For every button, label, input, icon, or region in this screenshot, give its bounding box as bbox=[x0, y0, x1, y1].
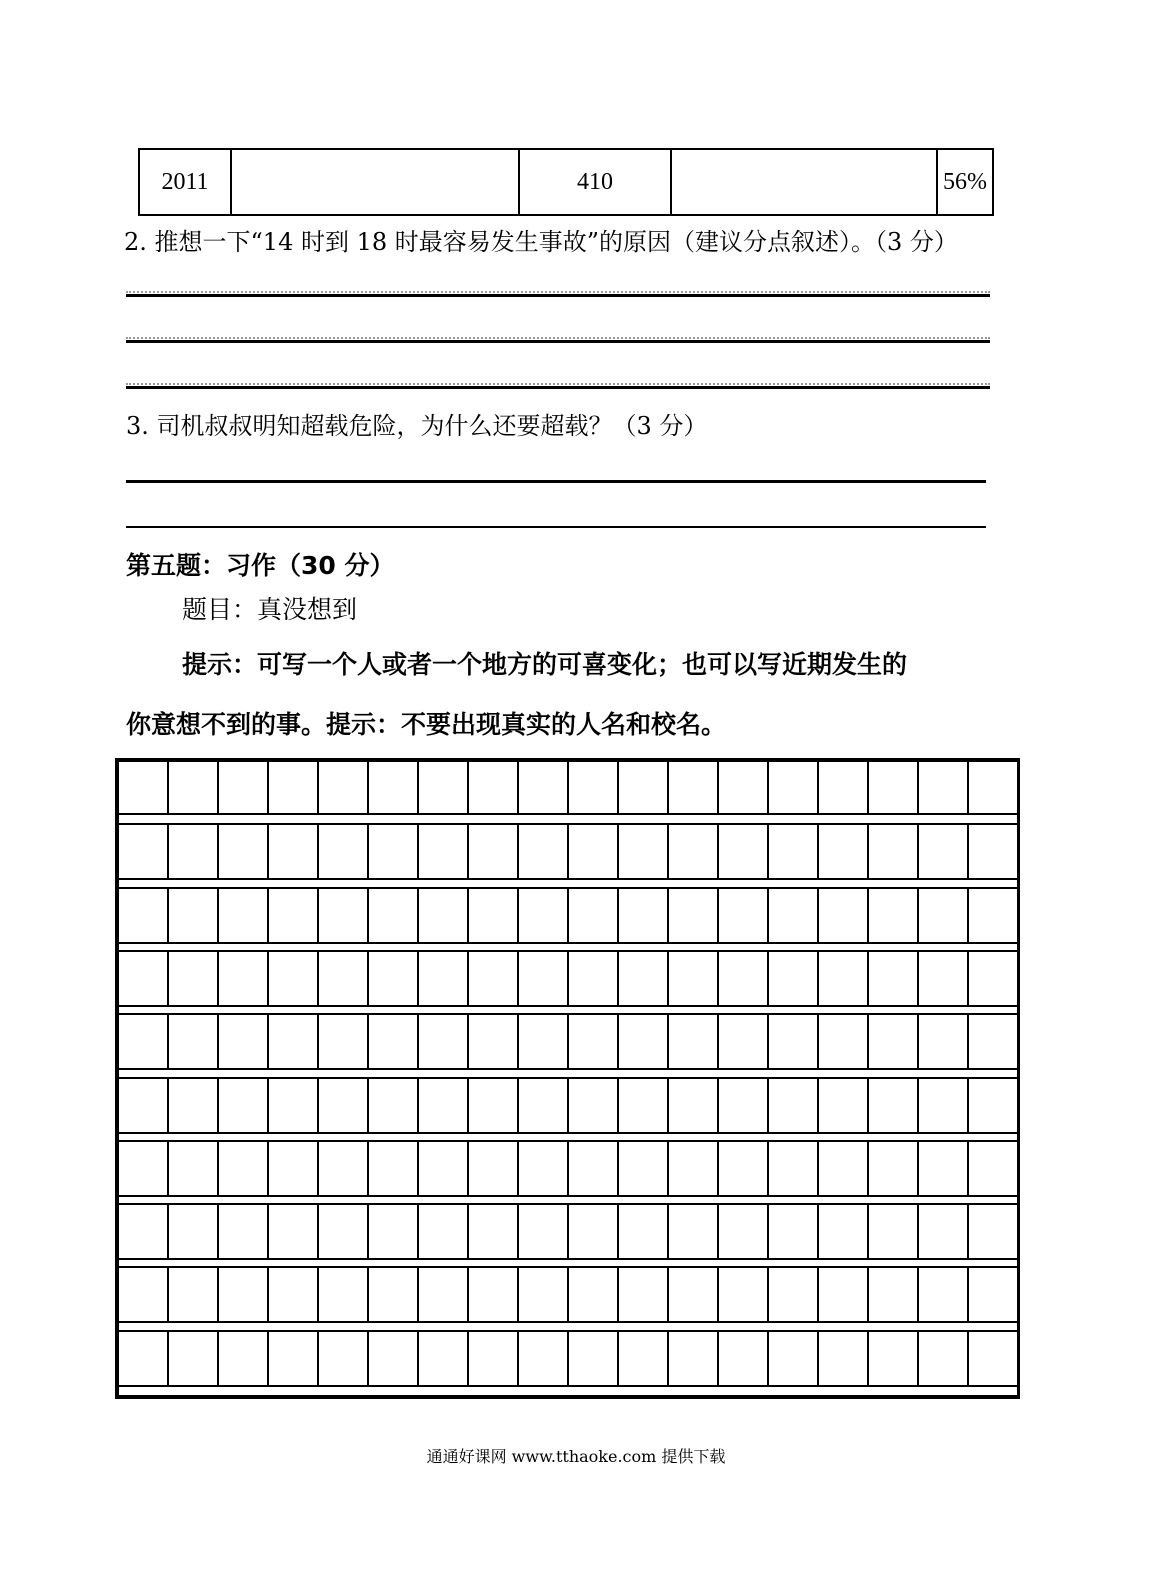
grid-cell[interactable] bbox=[519, 1268, 569, 1321]
grid-cell[interactable] bbox=[669, 825, 719, 878]
grid-cell[interactable] bbox=[569, 1205, 619, 1258]
dotted-line bbox=[126, 291, 990, 293]
grid-cell[interactable] bbox=[719, 1205, 769, 1258]
grid-cell[interactable] bbox=[869, 1268, 919, 1321]
grid-cell[interactable] bbox=[969, 1268, 1017, 1321]
grid-cell[interactable] bbox=[369, 760, 419, 813]
grid-cell[interactable] bbox=[519, 1079, 569, 1132]
grid-cell[interactable] bbox=[119, 952, 169, 1005]
grid-cell[interactable] bbox=[169, 1205, 219, 1258]
grid-cell[interactable] bbox=[619, 825, 669, 878]
blank-cell[interactable] bbox=[671, 149, 937, 215]
grid-row bbox=[119, 1330, 1017, 1387]
grid-cell[interactable] bbox=[369, 1142, 419, 1195]
grid-cell[interactable] bbox=[269, 1332, 319, 1385]
question-2: 2. 推想一下“14 时到 18 时最容易发生事故”的原因（建议分点叙述）。（3 分） bbox=[124, 228, 958, 256]
grid-cell[interactable] bbox=[519, 760, 569, 813]
grid-cell[interactable] bbox=[219, 952, 269, 1005]
grid-cell[interactable] bbox=[619, 760, 669, 813]
grid-cell[interactable] bbox=[619, 1205, 669, 1258]
grid-row bbox=[119, 1013, 1017, 1070]
answer-line[interactable] bbox=[126, 340, 990, 343]
grid-cell[interactable] bbox=[969, 889, 1017, 942]
grid-cell[interactable] bbox=[219, 1332, 269, 1385]
grid-row bbox=[119, 1077, 1017, 1134]
grid-cell[interactable] bbox=[819, 1079, 869, 1132]
grid-cell[interactable] bbox=[419, 1079, 469, 1132]
grid-cell[interactable] bbox=[769, 1205, 819, 1258]
grid-cell[interactable] bbox=[769, 1268, 819, 1321]
grid-cell[interactable] bbox=[569, 760, 619, 813]
grid-cell[interactable] bbox=[419, 825, 469, 878]
grid-cell[interactable] bbox=[619, 889, 669, 942]
grid-row bbox=[119, 1203, 1017, 1260]
grid-cell[interactable] bbox=[869, 1015, 919, 1068]
dotted-line bbox=[126, 337, 990, 339]
grid-cell[interactable] bbox=[819, 1205, 869, 1258]
grid-cell[interactable] bbox=[219, 1079, 269, 1132]
grid-cell[interactable] bbox=[619, 1015, 669, 1068]
dotted-line bbox=[126, 383, 990, 385]
grid-cell[interactable] bbox=[669, 1268, 719, 1321]
grid-cell[interactable] bbox=[819, 889, 869, 942]
grid-cell[interactable] bbox=[319, 1268, 369, 1321]
grid-cell[interactable] bbox=[769, 1332, 819, 1385]
grid-row bbox=[119, 1266, 1017, 1323]
grid-cell[interactable] bbox=[119, 1268, 169, 1321]
question-3: 3. 司机叔叔明知超载危险，为什么还要超载？（3 分） bbox=[126, 412, 708, 440]
grid-cell[interactable] bbox=[719, 1142, 769, 1195]
grid-cell[interactable] bbox=[569, 1079, 619, 1132]
essay-hint-line2: 你意想不到的事。提示：不要出现真实的人名和校名。 bbox=[126, 710, 727, 739]
grid-cell[interactable] bbox=[519, 1015, 569, 1068]
grid-cell[interactable] bbox=[119, 889, 169, 942]
grid-cell[interactable] bbox=[419, 760, 469, 813]
essay-topic: 题目：真没想到 bbox=[182, 595, 358, 624]
grid-cell[interactable] bbox=[919, 825, 969, 878]
grid-cell[interactable] bbox=[969, 1079, 1017, 1132]
grid-cell[interactable] bbox=[319, 889, 369, 942]
grid-cell[interactable] bbox=[319, 952, 369, 1005]
grid-cell[interactable] bbox=[619, 952, 669, 1005]
grid-cell[interactable] bbox=[769, 1142, 819, 1195]
grid-cell[interactable] bbox=[219, 825, 269, 878]
grid-cell[interactable] bbox=[469, 1079, 519, 1132]
grid-cell[interactable] bbox=[119, 1332, 169, 1385]
grid-cell[interactable] bbox=[269, 1205, 319, 1258]
grid-cell[interactable] bbox=[469, 1332, 519, 1385]
grid-cell[interactable] bbox=[369, 1015, 419, 1068]
grid-cell[interactable] bbox=[819, 825, 869, 878]
grid-cell[interactable] bbox=[569, 889, 619, 942]
grid-cell[interactable] bbox=[919, 889, 969, 942]
grid-cell[interactable] bbox=[569, 952, 619, 1005]
grid-cell[interactable] bbox=[869, 1332, 919, 1385]
grid-row bbox=[119, 887, 1017, 944]
grid-cell[interactable] bbox=[319, 1079, 369, 1132]
grid-cell[interactable] bbox=[869, 760, 919, 813]
grid-cell[interactable] bbox=[469, 952, 519, 1005]
grid-cell[interactable] bbox=[619, 1142, 669, 1195]
grid-cell[interactable] bbox=[419, 1142, 469, 1195]
answer-line[interactable] bbox=[126, 294, 990, 297]
grid-cell[interactable] bbox=[719, 952, 769, 1005]
grid-cell[interactable] bbox=[669, 1142, 719, 1195]
grid-cell[interactable] bbox=[469, 760, 519, 813]
grid-cell[interactable] bbox=[669, 1015, 719, 1068]
grid-cell[interactable] bbox=[169, 825, 219, 878]
grid-cell[interactable] bbox=[519, 889, 569, 942]
grid-cell[interactable] bbox=[569, 1015, 619, 1068]
grid-cell[interactable] bbox=[469, 1205, 519, 1258]
grid-cell[interactable] bbox=[719, 1015, 769, 1068]
grid-cell[interactable] bbox=[969, 1015, 1017, 1068]
grid-cell[interactable] bbox=[819, 1268, 869, 1321]
grid-cell[interactable] bbox=[419, 1205, 469, 1258]
grid-cell[interactable] bbox=[619, 1332, 669, 1385]
grid-cell[interactable] bbox=[519, 1205, 569, 1258]
grid-cell[interactable] bbox=[469, 825, 519, 878]
grid-cell[interactable] bbox=[419, 952, 469, 1005]
grid-cell[interactable] bbox=[919, 1079, 969, 1132]
grid-row bbox=[119, 950, 1017, 1007]
grid-cell[interactable] bbox=[969, 952, 1017, 1005]
grid-cell[interactable] bbox=[119, 1015, 169, 1068]
grid-cell[interactable] bbox=[769, 952, 819, 1005]
grid-cell[interactable] bbox=[419, 1268, 469, 1321]
grid-cell[interactable] bbox=[219, 889, 269, 942]
grid-cell[interactable] bbox=[719, 1268, 769, 1321]
grid-cell[interactable] bbox=[819, 1332, 869, 1385]
grid-cell[interactable] bbox=[719, 825, 769, 878]
grid-cell[interactable] bbox=[369, 1079, 419, 1132]
grid-cell[interactable] bbox=[569, 1332, 619, 1385]
grid-cell[interactable] bbox=[719, 1079, 769, 1132]
grid-cell[interactable] bbox=[519, 952, 569, 1005]
grid-cell[interactable] bbox=[569, 1268, 619, 1321]
grid-cell[interactable] bbox=[619, 1268, 669, 1321]
grid-cell[interactable] bbox=[769, 825, 819, 878]
grid-cell[interactable] bbox=[219, 1205, 269, 1258]
grid-cell[interactable] bbox=[169, 760, 219, 813]
answer-line[interactable] bbox=[126, 480, 986, 483]
grid-row bbox=[119, 760, 1017, 815]
grid-cell[interactable] bbox=[369, 889, 419, 942]
grid-cell[interactable] bbox=[169, 889, 219, 942]
grid-cell[interactable] bbox=[319, 1332, 369, 1385]
grid-cell[interactable] bbox=[219, 760, 269, 813]
grid-cell[interactable] bbox=[919, 952, 969, 1005]
grid-cell[interactable] bbox=[719, 1332, 769, 1385]
grid-cell[interactable] bbox=[869, 1142, 919, 1195]
grid-cell[interactable] bbox=[369, 1332, 419, 1385]
grid-cell[interactable] bbox=[269, 952, 319, 1005]
grid-cell[interactable] bbox=[869, 1079, 919, 1132]
grid-cell[interactable] bbox=[919, 1015, 969, 1068]
table-row bbox=[139, 149, 993, 215]
grid-cell[interactable] bbox=[419, 1332, 469, 1385]
grid-cell[interactable] bbox=[269, 1268, 319, 1321]
grid-cell[interactable] bbox=[719, 889, 769, 942]
grid-cell[interactable] bbox=[269, 760, 319, 813]
grid-cell[interactable] bbox=[519, 825, 569, 878]
grid-cell[interactable] bbox=[469, 889, 519, 942]
grid-cell[interactable] bbox=[819, 952, 869, 1005]
grid-cell[interactable] bbox=[119, 760, 169, 813]
data-table bbox=[138, 148, 994, 216]
grid-cell[interactable] bbox=[819, 1142, 869, 1195]
grid-cell[interactable] bbox=[919, 1142, 969, 1195]
grid-cell[interactable] bbox=[119, 1079, 169, 1132]
essay-hint-line1: 提示：可写一个人或者一个地方的可喜变化；也可以写近期发生的 bbox=[182, 650, 908, 679]
grid-cell[interactable] bbox=[269, 825, 319, 878]
grid-cell[interactable] bbox=[119, 825, 169, 878]
grid-cell[interactable] bbox=[319, 1142, 369, 1195]
grid-cell[interactable] bbox=[919, 760, 969, 813]
footer: 通通好课网 www.tthaoke.com 提供下载 bbox=[426, 1447, 726, 1466]
grid-cell[interactable] bbox=[619, 1079, 669, 1132]
grid-cell[interactable] bbox=[319, 825, 369, 878]
value-cell: 410 bbox=[519, 149, 671, 215]
grid-cell[interactable] bbox=[319, 1205, 369, 1258]
grid-cell[interactable] bbox=[169, 1142, 219, 1195]
grid-cell[interactable] bbox=[469, 1268, 519, 1321]
grid-cell[interactable] bbox=[919, 1205, 969, 1258]
grid-cell[interactable] bbox=[119, 1142, 169, 1195]
grid-cell[interactable] bbox=[869, 952, 919, 1005]
year-cell: 2011 bbox=[139, 149, 231, 215]
grid-cell[interactable] bbox=[669, 952, 719, 1005]
grid-cell[interactable] bbox=[419, 1015, 469, 1068]
grid-row bbox=[119, 823, 1017, 880]
grid-cell[interactable] bbox=[569, 1142, 619, 1195]
grid-cell[interactable] bbox=[969, 1332, 1017, 1385]
grid-cell[interactable] bbox=[169, 1015, 219, 1068]
grid-cell[interactable] bbox=[869, 825, 919, 878]
grid-cell[interactable] bbox=[369, 952, 419, 1005]
grid-cell[interactable] bbox=[769, 1079, 819, 1132]
writing-grid[interactable] bbox=[115, 758, 1020, 1399]
grid-cell[interactable] bbox=[469, 1142, 519, 1195]
grid-cell[interactable] bbox=[319, 760, 369, 813]
percent-cell: 56% bbox=[937, 149, 993, 215]
grid-cell[interactable] bbox=[569, 825, 619, 878]
answer-line[interactable] bbox=[126, 526, 986, 528]
grid-cell[interactable] bbox=[819, 1015, 869, 1068]
grid-cell[interactable] bbox=[219, 1142, 269, 1195]
grid-cell[interactable] bbox=[669, 1079, 719, 1132]
grid-cell[interactable] bbox=[869, 889, 919, 942]
grid-cell[interactable] bbox=[669, 1332, 719, 1385]
grid-cell[interactable] bbox=[369, 1268, 419, 1321]
grid-cell[interactable] bbox=[969, 1205, 1017, 1258]
grid-cell[interactable] bbox=[919, 1332, 969, 1385]
grid-cell[interactable] bbox=[319, 1015, 369, 1068]
grid-cell[interactable] bbox=[719, 760, 769, 813]
grid-cell[interactable] bbox=[819, 760, 869, 813]
grid-cell[interactable] bbox=[969, 1142, 1017, 1195]
grid-cell[interactable] bbox=[769, 1015, 819, 1068]
grid-cell[interactable] bbox=[769, 760, 819, 813]
grid-cell[interactable] bbox=[969, 760, 1017, 813]
grid-cell[interactable] bbox=[269, 889, 319, 942]
grid-cell[interactable] bbox=[169, 1079, 219, 1132]
grid-cell[interactable] bbox=[669, 1205, 719, 1258]
blank-cell[interactable] bbox=[231, 149, 519, 215]
grid-cell[interactable] bbox=[269, 1079, 319, 1132]
grid-cell[interactable] bbox=[769, 889, 819, 942]
grid-cell[interactable] bbox=[419, 889, 469, 942]
grid-cell[interactable] bbox=[669, 760, 719, 813]
grid-cell[interactable] bbox=[869, 1205, 919, 1258]
grid-cell[interactable] bbox=[219, 1268, 269, 1321]
answer-line[interactable] bbox=[126, 386, 990, 389]
grid-row bbox=[119, 1140, 1017, 1197]
grid-cell[interactable] bbox=[669, 889, 719, 942]
grid-cell[interactable] bbox=[369, 825, 419, 878]
grid-cell[interactable] bbox=[269, 1015, 319, 1068]
grid-cell[interactable] bbox=[519, 1142, 569, 1195]
grid-cell[interactable] bbox=[469, 1015, 519, 1068]
grid-cell[interactable] bbox=[519, 1332, 569, 1385]
grid-cell[interactable] bbox=[169, 1268, 219, 1321]
grid-cell[interactable] bbox=[219, 1015, 269, 1068]
grid-cell[interactable] bbox=[919, 1268, 969, 1321]
grid-cell[interactable] bbox=[169, 952, 219, 1005]
grid-cell[interactable] bbox=[969, 825, 1017, 878]
section-five-title: 第五题：习作（30 分） bbox=[126, 551, 395, 580]
grid-cell[interactable] bbox=[369, 1205, 419, 1258]
grid-cell[interactable] bbox=[169, 1332, 219, 1385]
grid-cell[interactable] bbox=[119, 1205, 169, 1258]
grid-cell[interactable] bbox=[269, 1142, 319, 1195]
